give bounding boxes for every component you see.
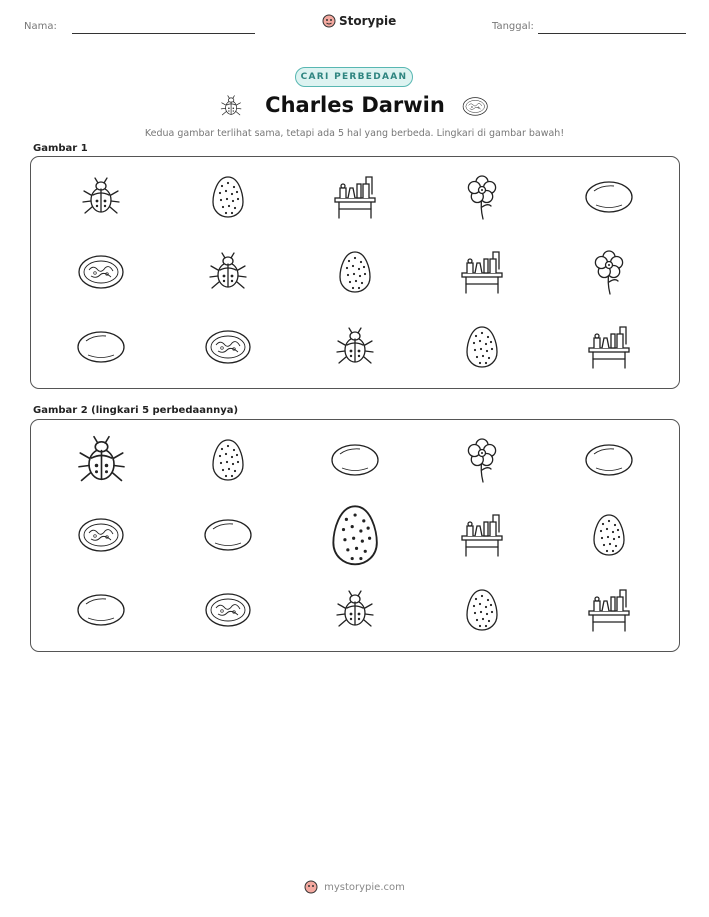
- picture1-panel: [30, 156, 680, 389]
- fossil-icon: [204, 591, 252, 633]
- egg-icon: [337, 249, 373, 299]
- picture1-cell: [183, 319, 273, 379]
- picture1-cell: [564, 169, 654, 229]
- storypie-mascot-icon: [304, 880, 318, 894]
- stone-icon: [330, 442, 380, 482]
- egg-icon: [329, 502, 381, 573]
- fossil-icon: [77, 516, 125, 558]
- egg-icon: [210, 174, 246, 224]
- picture1-cell: [564, 319, 654, 379]
- instructions: Kedua gambar terlihat sama, tetapi ada 5 hal yang berbeda. Lingkari di gambar bawah!: [144, 128, 565, 139]
- picture1-cell: [437, 319, 527, 379]
- beetle-icon: [333, 588, 377, 636]
- brand-name: Storypie: [339, 14, 397, 28]
- picture2-cell[interactable]: [310, 507, 400, 567]
- egg-icon: [210, 437, 246, 487]
- fossil-icon: [204, 328, 252, 370]
- brand-logo: [322, 14, 396, 28]
- picture2-cell[interactable]: [56, 507, 146, 567]
- date-label: Tanggal:: [492, 21, 534, 32]
- picture1-cell: [437, 169, 527, 229]
- picture2-cell[interactable]: [310, 582, 400, 642]
- activity-badge: CARI PERBEDAAN: [295, 67, 413, 87]
- picture2-cell[interactable]: [564, 432, 654, 492]
- storypie-mascot-icon: [322, 14, 336, 28]
- picture2-cell[interactable]: [310, 432, 400, 492]
- lab-table-icon: [459, 249, 505, 299]
- stone-icon: [584, 179, 634, 219]
- stone-icon: [76, 592, 126, 632]
- flower-icon: [462, 173, 502, 225]
- beetle-icon: [219, 94, 243, 122]
- picture1-cell: [310, 319, 400, 379]
- picture2-cell[interactable]: [437, 432, 527, 492]
- date-field[interactable]: [538, 33, 686, 34]
- flower-icon: [462, 436, 502, 488]
- picture1-cell: [56, 319, 146, 379]
- stone-icon: [584, 442, 634, 482]
- picture1-cell: [56, 244, 146, 304]
- page-title: Charles Darwin: [265, 93, 445, 117]
- picture2-cell[interactable]: [183, 582, 273, 642]
- beetle-icon: [79, 175, 123, 223]
- lab-table-icon: [586, 587, 632, 637]
- footer: [0, 880, 709, 894]
- picture2-cell[interactable]: [56, 582, 146, 642]
- picture1-cell: [183, 244, 273, 304]
- fossil-icon: [77, 253, 125, 295]
- egg-icon: [591, 512, 627, 562]
- stone-icon: [203, 517, 253, 557]
- picture2-cell[interactable]: [183, 432, 273, 492]
- picture2-cell[interactable]: [437, 582, 527, 642]
- picture1-cell: [564, 244, 654, 304]
- picture1-cell: [310, 244, 400, 304]
- picture2-label: Gambar 2 (lingkari 5 perbedaannya): [33, 405, 239, 416]
- picture1-label: Gambar 1: [33, 143, 88, 154]
- picture2-cell[interactable]: [437, 507, 527, 567]
- picture1-cell: [183, 169, 273, 229]
- picture2-cell[interactable]: [56, 432, 146, 492]
- name-label: Nama:: [24, 21, 57, 32]
- picture1-cell: [310, 169, 400, 229]
- picture2-panel[interactable]: [30, 419, 680, 652]
- picture1-cell: [56, 169, 146, 229]
- beetle-icon: [206, 250, 250, 298]
- flower-icon: [589, 248, 629, 300]
- name-field[interactable]: [72, 33, 255, 34]
- lab-table-icon: [586, 324, 632, 374]
- egg-icon: [464, 587, 500, 637]
- lab-table-icon: [332, 174, 378, 224]
- picture2-cell[interactable]: [183, 507, 273, 567]
- picture2-cell[interactable]: [564, 507, 654, 567]
- beetle-icon: [74, 433, 129, 492]
- fossil-icon: [462, 96, 488, 121]
- picture1-cell: [437, 244, 527, 304]
- picture2-cell[interactable]: [564, 582, 654, 642]
- egg-icon: [464, 324, 500, 374]
- lab-table-icon: [459, 512, 505, 562]
- stone-icon: [76, 329, 126, 369]
- footer-site: mystorypie.com: [324, 881, 405, 893]
- beetle-icon: [333, 325, 377, 373]
